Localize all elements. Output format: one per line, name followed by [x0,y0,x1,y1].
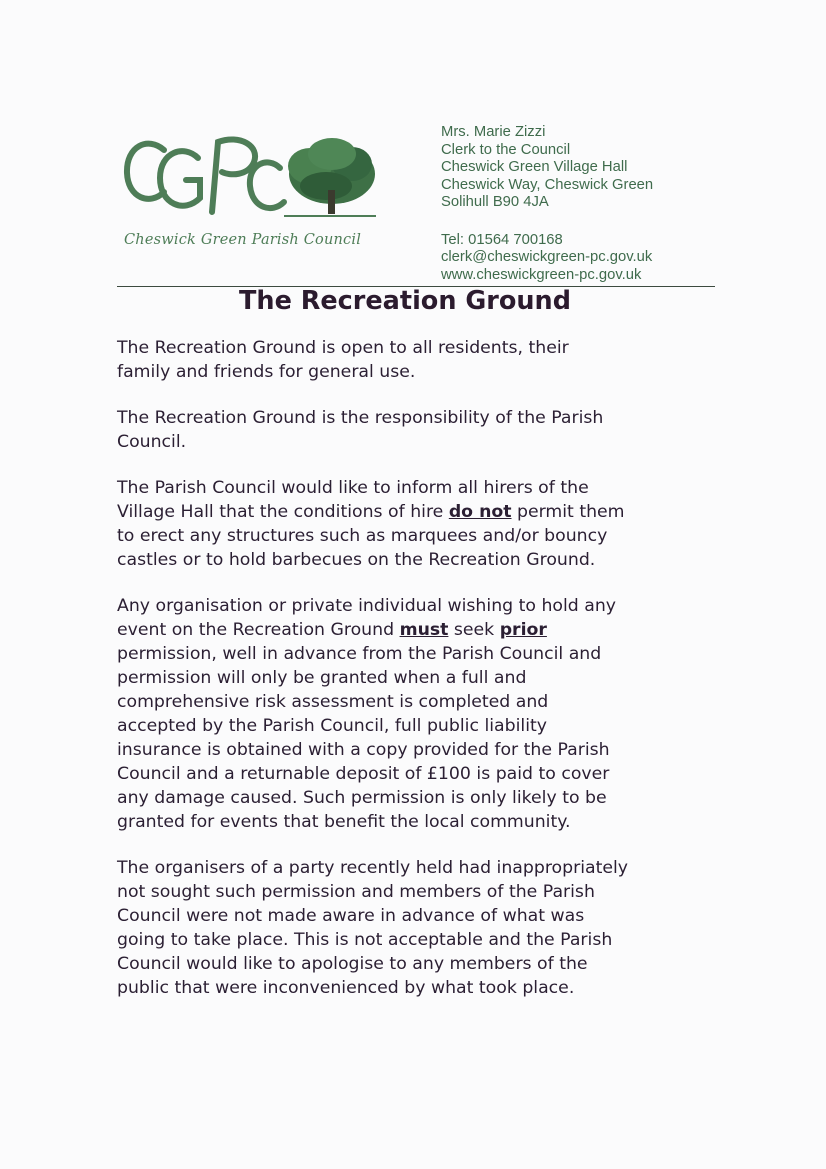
address-line: Cheswick Green Village Hall [441,159,628,175]
emphasis-must: must [399,620,449,640]
clerk-name: Mrs. Marie Zizzi [441,124,546,140]
text-segment: seek [448,620,500,640]
text-line: Council. [117,432,187,452]
text-line: The organisers of a party recently held had inappropriately [117,858,629,878]
text-line: public that were inconvenienced by what took place. [117,978,575,998]
emphasis-do-not: do not [448,502,512,522]
emphasis-prior: prior [499,620,547,640]
address-line: Cheswick Way, Cheswick Green [441,176,654,193]
text-line: family and friends for general use. [117,362,416,382]
text-line [117,618,717,642]
text-line: Any organisation or private individual wishing to hold any [117,596,617,616]
text-line: Council were not made aware in advance of what was [117,906,585,926]
contact-block [441,124,653,284]
text-segment: permit them [511,502,625,522]
oak-tree-icon [284,138,376,216]
text-line: The Parish Council would like to inform all hirers of the [117,478,589,498]
paragraph-open-use [117,336,717,384]
logo-caption: Cheswick Green Parish Council [124,232,362,248]
text-line: permission, well in advance from the Parish Council and [117,644,602,664]
text-line: permission will only be granted when a full and [117,668,527,688]
text-line: granted for events that benefit the local community. [117,812,571,832]
text-line: accepted by the Parish Council, full public liability [117,716,548,736]
text-line: The Recreation Ground is open to all residents, their [117,338,569,358]
text-line: Council and a returnable deposit of £100 is paid to cover [117,764,610,784]
telephone: Tel: 01564 700168 [441,231,563,248]
text-line: Council would like to apologise to any members of the [117,954,588,974]
text-line: castles or to hold barbecues on the Recreation Ground. [117,550,596,570]
text-line: to erect any structures such as marquees and/or bouncy [117,526,608,546]
text-line: going to take place. This is not acceptable and the Parish [117,930,613,950]
paragraph-event-permission [117,594,717,834]
paragraph-apology [117,856,717,1000]
text-segment: event on the Recreation Ground [117,620,400,640]
text-line: any damage caused. Such permission is only likely to be [117,788,607,808]
address-postcode: Solihull B90 4JA [441,194,549,210]
clerk-role: Clerk to the Council [441,141,571,158]
text-segment: Village Hall that the conditions of hire [117,502,449,522]
email-address: clerk@cheswickgreen-pc.gov.uk [441,249,653,265]
text-line: comprehensive risk assessment is completed and [117,692,549,712]
text-line [117,500,717,524]
text-line: The Recreation Ground is the responsibility of the Parish [117,408,604,428]
document-title: The Recreation Ground [239,286,571,316]
paragraph-responsibility [117,406,717,454]
text-line: not sought such permission and members of the Parish [117,882,595,902]
document-body [117,336,717,1022]
text-line: insurance is obtained with a copy provided for the Parish [117,740,610,760]
website-address: www.cheswickgreen-pc.gov.uk [441,266,642,283]
paragraph-hire-conditions [117,476,717,572]
